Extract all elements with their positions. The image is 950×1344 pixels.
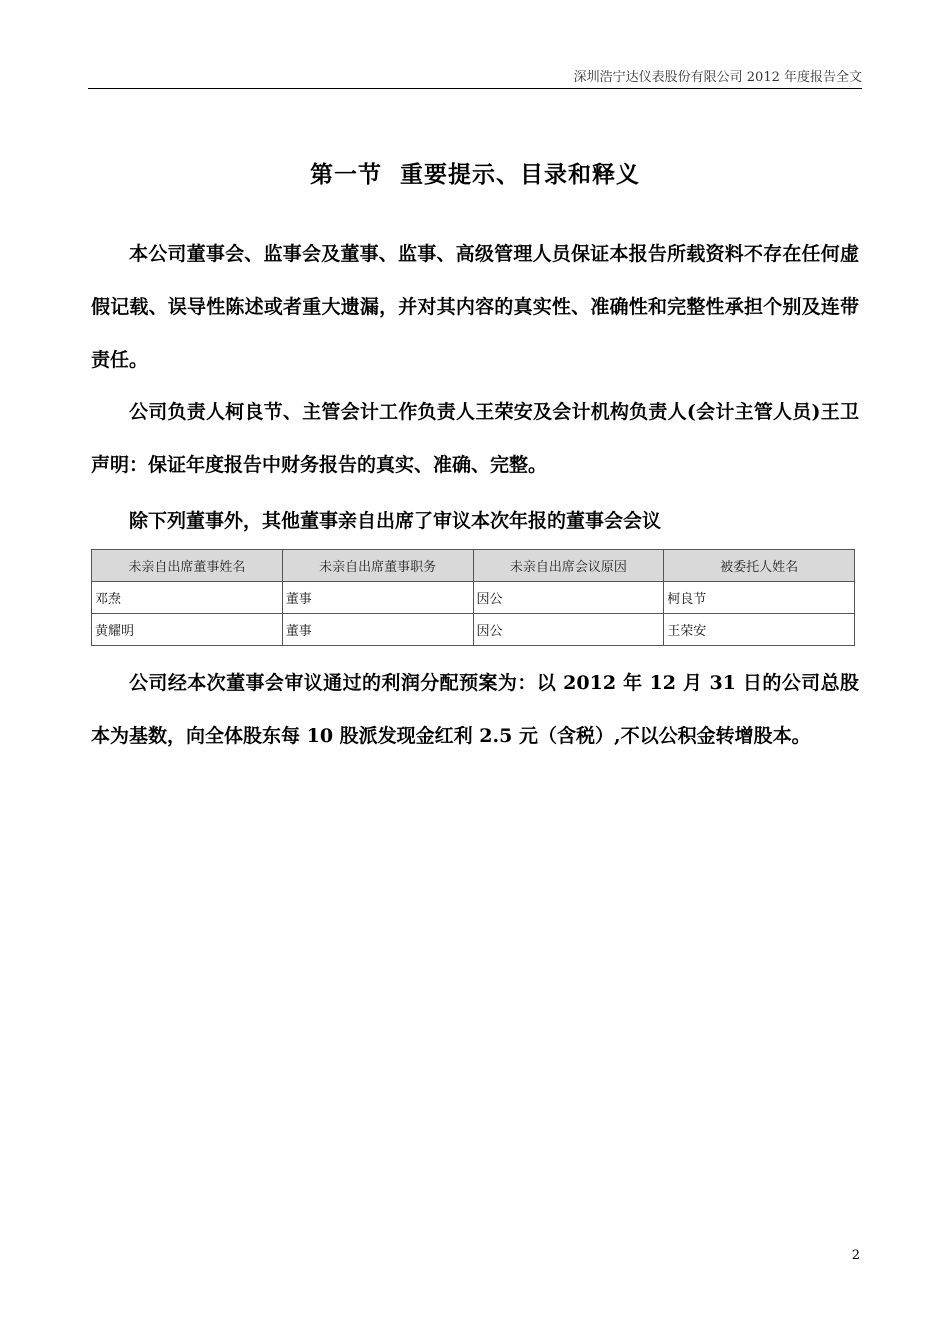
- report-header-title: 深圳浩宁达仪表股份有限公司 2012 年度报告全文: [573, 70, 862, 85]
- page-number: 2: [851, 1248, 860, 1263]
- table-cell: 董事: [282, 582, 473, 614]
- table-row: [92, 582, 855, 614]
- officer-declaration-paragraph: 公司负责人柯良节、主管会计工作负责人王荣安及会计机构负责人(会计主管人员)王卫声明：保证年度报告中财务报告的真实、准确、完整。: [91, 401, 859, 476]
- table-cell: 柯良节: [664, 582, 855, 614]
- column-header-director-position: 未亲自出席董事职务: [282, 550, 473, 582]
- board-attendance-paragraph: 除下列董事外，其他董事亲自出席了审议本次年报的董事会会议: [129, 510, 662, 532]
- table-cell: 邓焘: [92, 582, 283, 614]
- table-cell: 因公: [473, 582, 664, 614]
- profit-distribution-paragraph: 公司经本次董事会审议通过的利润分配预案为：以 2012 年 12 月 31 日的公司总股本为基数，向全体股东每 10 股派发现金红利 2.5 元（含税）,不以公积金转增股本。: [91, 672, 859, 747]
- table-cell: 黄耀明: [92, 614, 283, 646]
- column-header-absence-reason: 未亲自出席会议原因: [473, 550, 664, 582]
- column-header-proxy-name: 被委托人姓名: [664, 550, 855, 582]
- table-cell: 王荣安: [664, 614, 855, 646]
- section-title: 第一节 重要提示、目录和释义: [309, 161, 640, 188]
- header-divider: [88, 88, 862, 89]
- table-header-row: [92, 550, 855, 582]
- column-header-director-name: 未亲自出席董事姓名: [92, 550, 283, 582]
- table-row: [92, 614, 855, 646]
- table-cell: 董事: [282, 614, 473, 646]
- responsibility-statement-paragraph: 本公司董事会、监事会及董事、监事、高级管理人员保证本报告所载资料不存在任何虚假记载、误导性陈述或者重大遗漏，并对其内容的真实性、准确性和完整性承担个别及连带责任。: [91, 243, 859, 371]
- absent-directors-table: [91, 549, 855, 646]
- table-cell: 因公: [473, 614, 664, 646]
